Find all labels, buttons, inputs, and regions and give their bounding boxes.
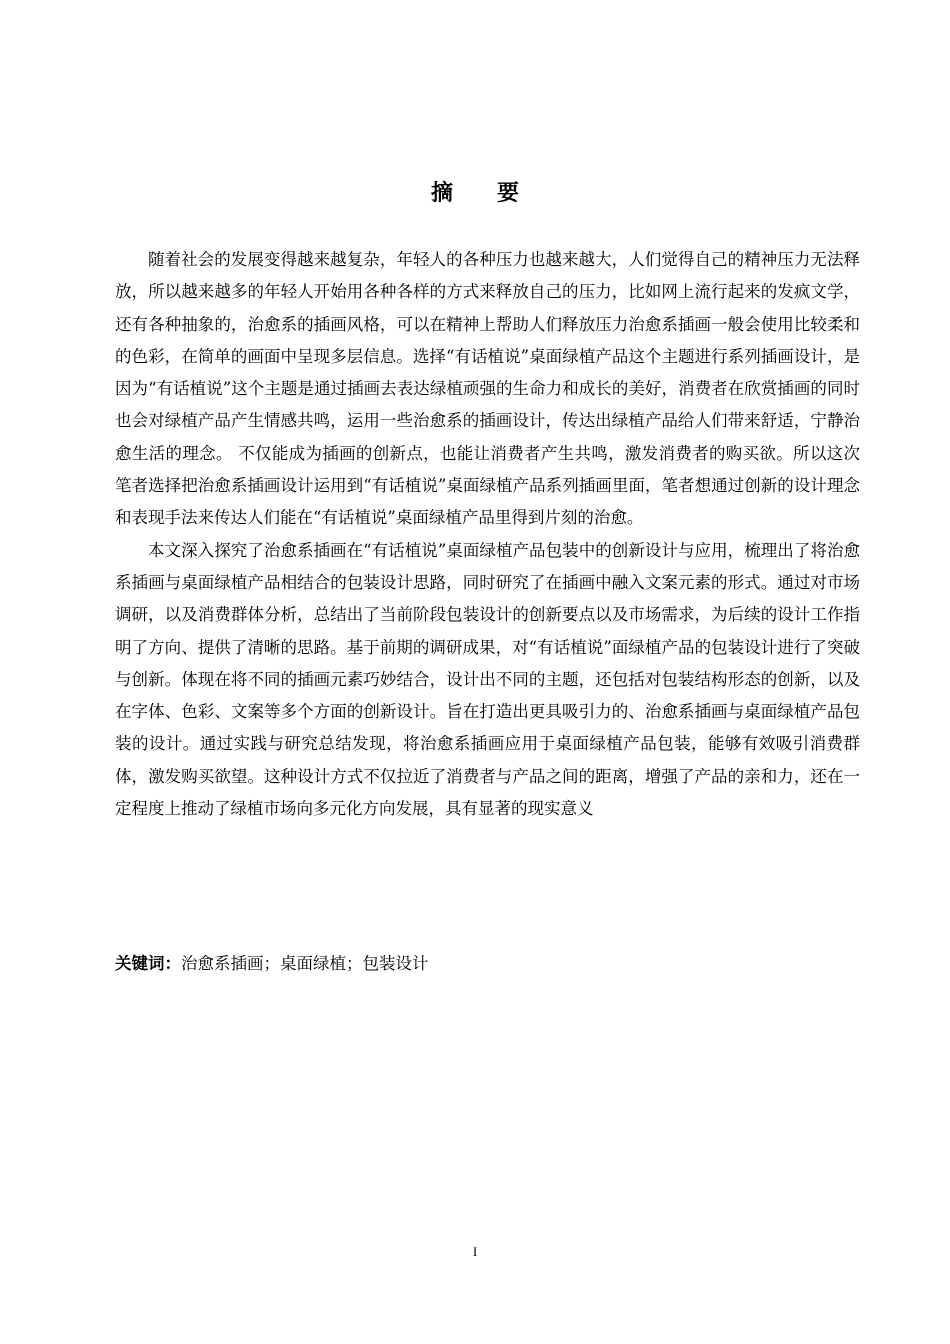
page-number: I [472, 1244, 478, 1259]
abstract-title [0, 178, 950, 210]
abstract-paragraph-1: 随着社会的发展变得越来越复杂，年轻人的各种压力也越来越大，人们觉得自己的精神压力无法释放，所以越来越多的年轻人开始用各种各样的方式来释放自己的压力，比如网上流行起来的发疯文学，还有各种抽象的，治愈系的插画风格，可以在精神上帮助人们释放压力治愈系插画一般会使用比较柔和的色彩，在简单的画面中呈现多层信息。选择“有话植说”桌面绿植产品这个主题进行系列插画设计，是因为“有话植说”这个主题是通过插画去表达绿植顽强的生命力和成长的美好，消费者在欣赏插画的同时也会对绿植产品产生情感共鸣，运用一些治愈系的插画设计，传达出绿植产品给人们带来舒适，宁静治愈生活的理念。 不仅能成为插画的创新点，也能让消费者产生共鸣，激发消费者的购买欲。所以这次笔者选择把治愈系插画设计运用到“有话植说”桌面绿植产品系列插画里面，笔者想通过创新的设计理念和表现手法来传达人们能在“有话植说”桌面绿植产品里得到片刻的治愈。 [115, 250, 860, 528]
abstract-title-char-1: 摘 [430, 181, 453, 206]
abstract-paragraph-2: 本文深入探究了治愈系插画在“有话植说”桌面绿植产品包装中的创新设计与应用，梳理出了将治愈系插画与桌面绿植产品相结合的包装设计思路，同时研究了在插画中融入文案元素的形式。通过对市场调研，以及消费群体分析，总结出了当前阶段包装设计的创新要点以及市场需求，为后续的设计工作指明了方向、提供了清晰的思路。基于前期的调研成果，对“有话植说”面绿植产品的包装设计进行了突破与创新。体现在将不同的插画元素巧妙结合，设计出不同的主题，还包括对包装结构形态的创新，以及在字体、色彩、文案等多个方面的创新设计。旨在打造出更具吸引力的、治愈系插画与桌面绿植产品包装的设计。通过实践与研究总结发现，将治愈系插画应用于桌面绿植产品包装，能够有效吸引消费群体，激发购买欲望。这种设计方式不仅拉近了消费者与产品之间的距离，增强了产品的亲和力，还在一定程度上推动了绿植市场向多元化方向发展，具有显著的现实意义 [115, 540, 860, 819]
keywords-line [115, 948, 860, 980]
abstract-title-char-2: 要 [497, 181, 520, 206]
abstract-body [115, 244, 860, 825]
keywords-value: 治愈系插画；桌面绿植；包装设计 [181, 954, 429, 973]
keywords-label: 关键词： [115, 954, 181, 973]
